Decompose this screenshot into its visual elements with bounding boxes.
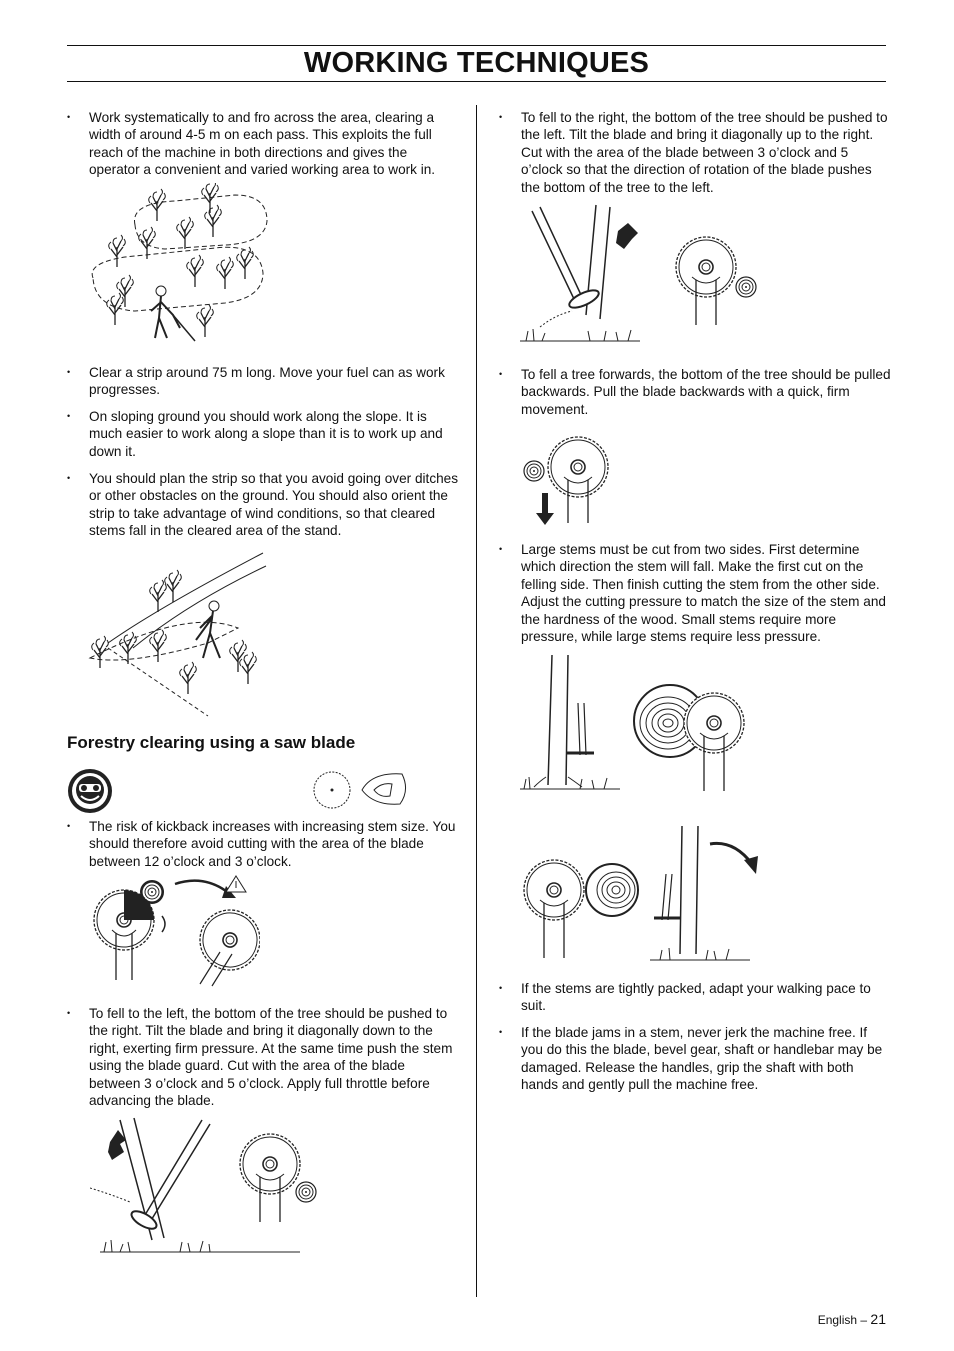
fell-forwards-illustration — [520, 425, 620, 527]
bullet-kickback-risk: • The risk of kickback increases with increasing stem size. You should therefore avoid cutting with the area of the blade between 12 o’clock and 3 o’clock. — [67, 818, 459, 870]
bullet-large-stems: • Large stems must be cut from two sides. First determine which direction the stem will fall. Make the first cut on the felling side. Then finish cutting the stem from the other side. Adjust the cutting pressure to match the size of the stem and the hardness of the wood. Small stems require more pressure, while large stems require less pressure. — [499, 541, 891, 645]
fell-right-illustration — [520, 203, 760, 348]
kickback-zone-illustration — [90, 872, 260, 987]
page-title: WORKING TECHNIQUES — [303, 47, 650, 79]
bullet-work-systematically: • Work systematically to and fro across the area, clearing a width of around 4-5 m on each pass. This exploits the full reach of the machine in both directions and gives the operator a convenient and varied working area to work in. — [67, 109, 459, 179]
two-sided-cut-first-illustration — [520, 653, 760, 795]
bullet-tightly-packed: • If the stems are tightly packed, adapt your walking pace to suit. — [499, 980, 891, 1015]
bullet-fell-left: • To fell to the left, the bottom of the tree should be pushed to the right. Tilt the blade and bring it diagonally down to the right, exerting firm pressure. At the same time push the stem using the blade guard. Cut with the area of the blade between 3 o’clock and 5 o’clock. Apply full throttle before advancing the blade. — [67, 1005, 459, 1109]
page-number: 21 — [870, 1311, 886, 1327]
section-heading-forestry: Forestry clearing using a saw blade — [67, 733, 356, 752]
clearing-pattern-illustration — [85, 183, 275, 348]
footer-dash: – — [860, 1313, 868, 1327]
bullet-fell-right: • To fell to the right, the bottom of the tree should be pushed to the left. Tilt the blade and bring it diagonally up to the right. Cut with the area of the blade between 3 o’clock and 5 o’clock so that the direction of rotation of the blade pushes the bottom of the tree to the left. — [499, 109, 891, 196]
saw-blade-and-guard-icon — [312, 770, 412, 810]
strip-planning-illustration — [88, 548, 268, 720]
bullet-plan-strip: • You should plan the strip so that you avoid going over ditches or other obstacles on the ground. You should also orient the strip to take advantage of wind conditions, so that cleared stems fall in the cleared area of the stand. — [67, 470, 459, 540]
fell-left-illustration — [90, 1112, 322, 1262]
face-protection-icon — [67, 768, 113, 814]
bullet-blade-jams: • If the blade jams in a stem, never jerk the machine free. If you do this the blade, bevel gear, shaft or handlebar may be damaged. Release the handles, grip the shaft with both hands and gently pull the machine free. — [499, 1024, 891, 1094]
page-footer — [760, 1311, 886, 1327]
header-rule-bottom — [67, 81, 886, 82]
footer-language: English — [817, 1313, 858, 1327]
bullet-sloping-ground: • On sloping ground you should work along the slope. It is much easier to work along a slope than it is to work up and down it. — [67, 408, 459, 460]
column-divider — [476, 105, 477, 1297]
bullet-clear-strip: • Clear a strip around 75 m long. Move your fuel can as work progresses. — [67, 364, 459, 399]
bullet-fell-forwards: • To fell a tree forwards, the bottom of the tree should be pulled backwards. Pull the blade backwards with a quick, firm movement. — [499, 366, 891, 418]
two-sided-cut-finish-illustration — [520, 822, 760, 967]
